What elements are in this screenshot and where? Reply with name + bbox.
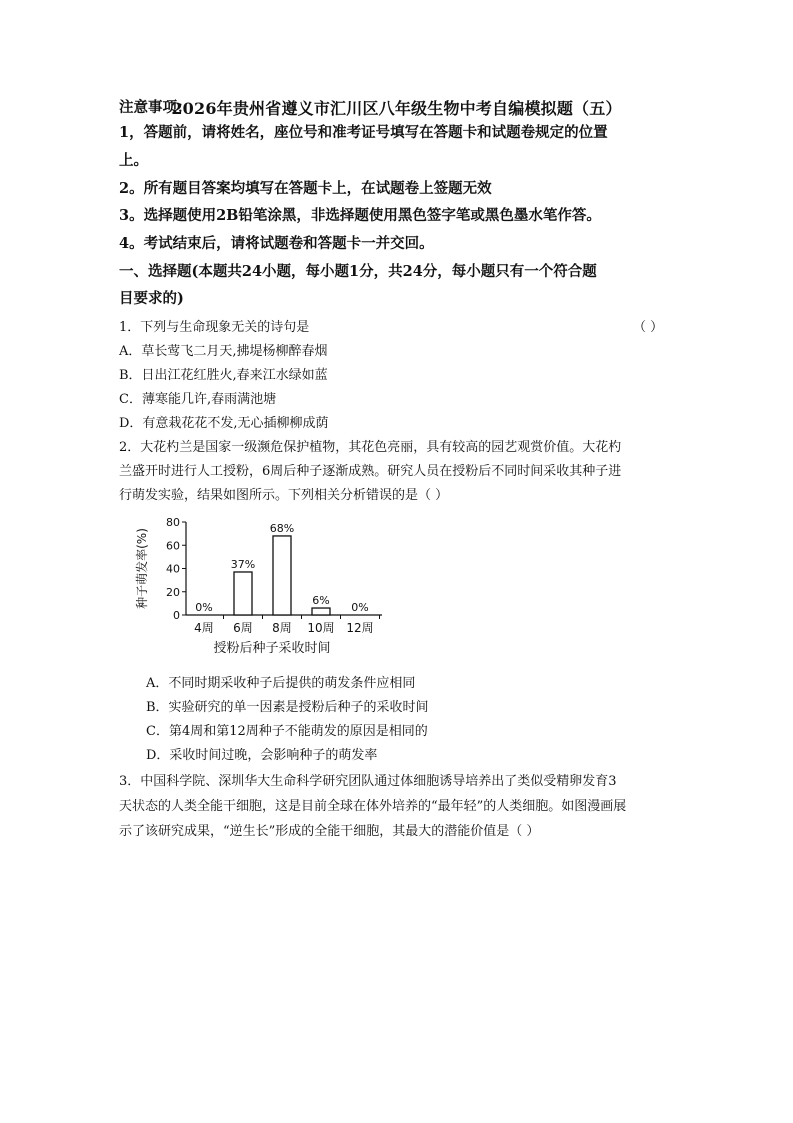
data-label: 68% — [269, 521, 295, 535]
data-label: 0% — [351, 601, 369, 614]
q3-stem-line2: 天状态的人类全能干细胞，这是目前全球在体外培养的“最年轻”的人类细胞。如图漫画展 — [119, 799, 627, 814]
notice-heading: 注意事项： — [119, 99, 192, 116]
y-tick-label: 40 — [166, 562, 180, 576]
x-tick-label: 12周 — [346, 621, 374, 635]
q1-answer-bracket: （ ） — [633, 320, 664, 335]
x-axis-title: 授粉后种子采收时间 — [213, 641, 331, 656]
y-tick-label: 0 — [173, 609, 180, 622]
x-tick-label: 6周 — [233, 621, 253, 635]
q2-option-b: B．实验研究的单一因素是授粉后种子的采收时间 — [146, 700, 429, 715]
q1-stem: 1．下列与生命现象无关的诗句是 — [119, 320, 310, 335]
q2-stem-line1: 2．大花杓兰是国家一级濒危保护植物，其花色亮丽，具有较高的园艺观赏价值。大花杓 — [119, 440, 622, 455]
page-title: 2026年贵州省遵义市汇川区八年级生物中考自编模拟题（五） — [171, 99, 622, 118]
q1-option-a: A．草长莺飞二月天,拂堤杨柳醉春烟 — [119, 344, 328, 359]
notice-item-1: 1，答题前，请将姓名，座位号和准考证号填写在答题卡和试题卷规定的位置 — [119, 124, 608, 141]
germination-bar-chart — [130, 512, 400, 667]
bar — [312, 608, 330, 615]
y-tick-label: 20 — [166, 585, 180, 599]
q1-option-c: C．薄寒能几许,春雨满池塘 — [119, 392, 277, 407]
q3-stem-line1: 3．中国科学院、深圳华大生命科学研究团队通过体细胞诱导培养出了类似受精卵发育3 — [119, 774, 617, 789]
y-tick-label: 60 — [166, 539, 180, 553]
bar — [234, 572, 252, 615]
q1-option-d: D．有意栽花花不发,无心插柳柳成荫 — [119, 416, 329, 431]
data-label: 0% — [195, 601, 213, 614]
q2-option-a: A．不同时期采收种子后提供的萌发条件应相同 — [146, 676, 416, 691]
y-axis-title: 种子萌发率(%) — [135, 528, 149, 609]
data-label: 37% — [230, 557, 256, 571]
notice-item-1-cont: 上。 — [119, 152, 148, 169]
notice-item-3: 3。选择题使用2B铅笔涂黑，非选择题使用黑色签字笔或黑色墨水笔作答。 — [119, 207, 601, 224]
q2-stem-line2: 兰盛开时进行人工授粉，6周后种子逐渐成熟。研究人员在授粉后不同时间采收其种子进 — [119, 464, 622, 479]
x-tick-label: 8周 — [272, 621, 292, 635]
y-tick-label: 80 — [166, 516, 180, 529]
x-tick-label: 10周 — [307, 621, 335, 635]
x-tick-label: 4周 — [194, 621, 214, 635]
bar — [273, 536, 291, 615]
notice-item-2: 2。所有题目答案均填写在答题卡上，在试题卷上签题无效 — [119, 180, 492, 197]
q2-stem-line3: 行萌发实验，结果如图所示。下列相关分析错误的是（ ） — [119, 488, 449, 503]
q2-option-d: D．采收时间过晚，会影响种子的萌发率 — [146, 748, 378, 763]
q2-option-c: C．第4周和第12周种子不能萌发的原因是相同的 — [146, 724, 428, 739]
q3-stem-line3: 示了该研究成果，“逆生长”形成的全能干细胞，其最大的潜能价值是（ ） — [119, 824, 540, 839]
section-heading-cont: 目要求的) — [119, 290, 184, 307]
section-heading: 一、选择题(本题共24小题，每小题1分，共24分，每小题只有一个符合题 — [119, 263, 597, 280]
notice-item-4: 4。考试结束后，请将试题卷和答题卡一并交回。 — [119, 235, 434, 252]
q1-option-b: B．日出江花红胜火,春来江水绿如蓝 — [119, 368, 328, 383]
data-label: 6% — [312, 594, 330, 608]
